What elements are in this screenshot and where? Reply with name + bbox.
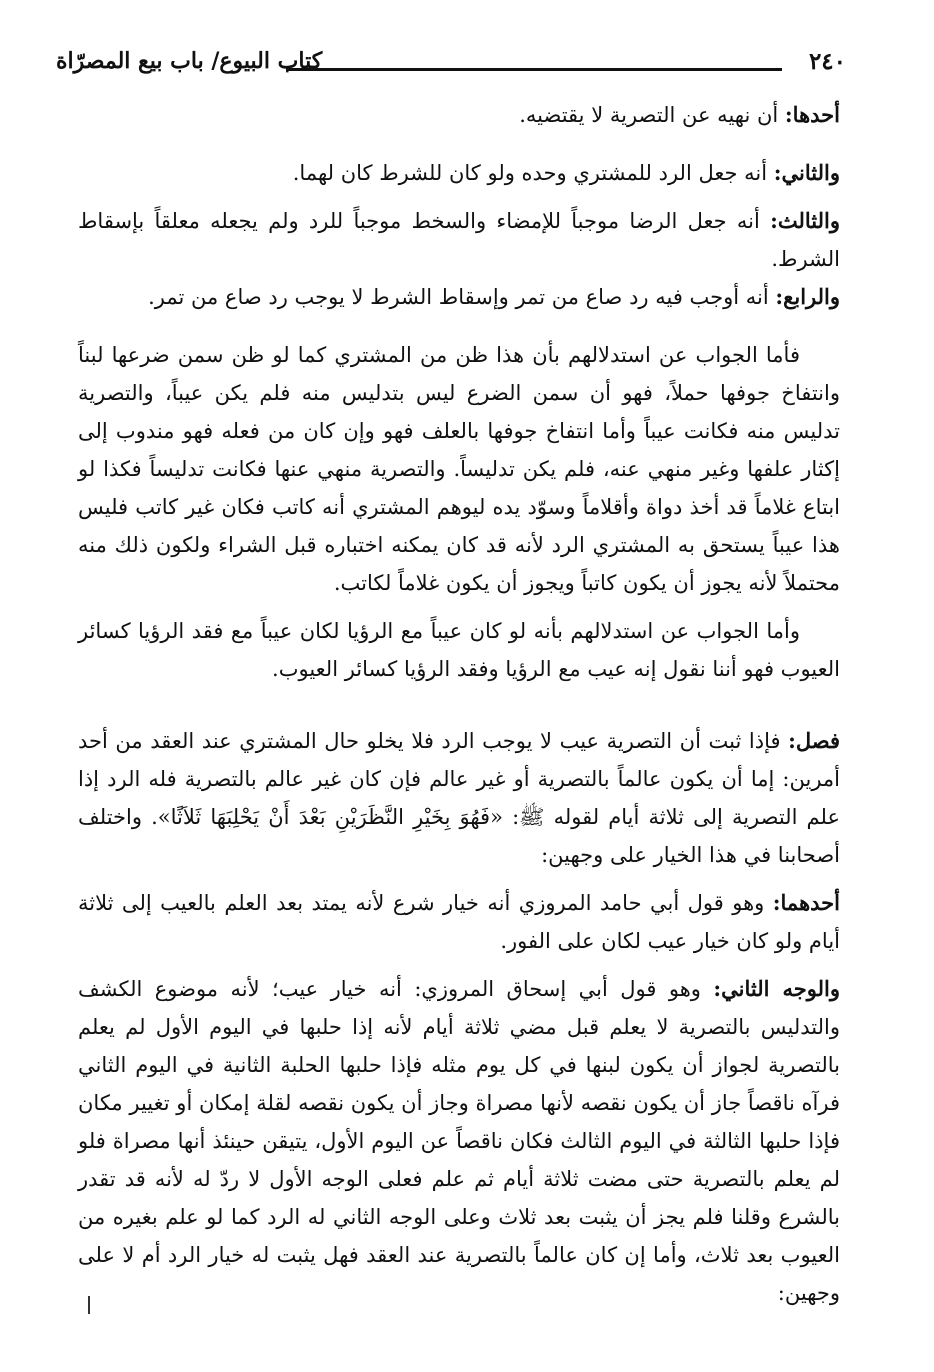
paragraph-second-view xyxy=(78,970,840,1312)
margin-mark xyxy=(88,1296,90,1314)
page-number: ٢٤٠ xyxy=(808,48,846,75)
paragraph-answer-two xyxy=(78,612,840,688)
paragraph-first xyxy=(78,96,840,134)
paragraph-text: وأما الجواب عن استدلالهم بأنه لو كان عيباً مع الرؤيا لكان عيباً مع فقد الرؤيا كسائر العيوب فهو أننا نقول إنه عيب مع الرؤيا وفقد الرؤيا كسائر العيوب. xyxy=(78,619,840,681)
paragraph-text: أنه جعل الرد للمشتري وحده ولو كان للشرط كان لهما. xyxy=(292,161,774,185)
page-header xyxy=(56,46,846,86)
header-rule xyxy=(286,68,782,71)
paragraph-text: أنه جعل الرضا موجباً للإمضاء والسخط موجباً للرد ولم يجعله معلقاً بإسقاط الشرط. xyxy=(78,209,840,271)
hadith-quote: «فَهُوَ بِخَيْرِ النَّظَرَيْنِ بَعْدَ أَنْ يَحْلِبَهَا ثَلاَثًا» xyxy=(157,805,503,829)
paragraph-lead: والثاني: xyxy=(773,160,840,185)
paragraph-lead: والثالث: xyxy=(770,208,840,233)
paragraph-tail: . واختلف أصحابنا في هذا الخيار على وجهين: xyxy=(78,805,840,867)
paragraph-second xyxy=(78,154,840,192)
paragraph-lead: والوجه الثاني: xyxy=(713,976,841,1001)
paragraph-fourth xyxy=(78,278,840,316)
paragraph-text: فأما الجواب عن استدلالهم بأن هذا ظن من المشتري كما لو ظن سمن ضرعها لبناً وانتفاخ جوفها حملاً، فهو أن سمن الضرع ليس بتدليس منه فلم يكن عيباً، والتصرية تدليس منه فكانت عيباً وأما انتفاخ جوفها بالعلف فهو وإن كان من فعله فهو مندوب إلى إكثار علفها وغير منهي عنه، فلم يكن تدليساً. والتصرية منهي عنها فكانت تدليساً فكذا لو ابتاع غلاماً قد أخذ دواة وأقلاماً وسوّد يده ليوهم المشتري أنه كاتب فكان غير كاتب فليس هذا عيباً يستحق به المشتري الرد لأنه قد كان يمكنه اختباره قبل الشراء ولكون ذلك منه محتملاً لأنه يجوز أن يكون كاتباً ويجوز أن يكون غلاماً لكاتب. xyxy=(78,343,841,595)
paragraph-lead: أحدها: xyxy=(784,102,840,127)
page-body xyxy=(78,96,840,1312)
paragraph-text: أن نهيه عن التصرية لا يقتضيه. xyxy=(519,103,785,127)
paragraph-lead: فصل: xyxy=(788,728,840,753)
paragraph-text: أنه أوجب فيه رد صاع من تمر وإسقاط الشرط لا يوجب رد صاع من تمر. xyxy=(148,285,776,309)
paragraph-fasl xyxy=(78,722,840,874)
running-title: كتاب البيوع/ باب بيع المصرّاة xyxy=(56,48,323,74)
paragraph-answer-one xyxy=(78,336,840,602)
paragraph-first-view xyxy=(78,884,840,960)
paragraph-text: فإذا ثبت أن التصرية عيب لا يوجب الرد فلا يخلو حال المشتري عند العقد من أحد أمرين: إما أن يكون عالماً بالتصرية أو غير عالم فإن كان غير عالم بالتصرية فله الرد إذا علم التصرية إلى ثلاثة أيام لقوله ﷺ: xyxy=(78,729,840,829)
paragraph-third xyxy=(78,202,840,278)
paragraph-text: وهو قول أبي إسحاق المروزي: أنه خيار عيب؛ لأنه موضوع الكشف والتدليس بالتصرية لا يعلم قبل مضي ثلاثة أيام لأنه إذا حلبها في اليوم الأول لم يعلم بالتصرية لجواز أن يكون لبنها في كل يوم مثله فإذا حلبها الحلبة الثانية في اليوم الثاني فرآه ناقصاً جاز أن يكون نقصه لأنها مصراة وجاز أن يكون نقصه لقلة إمكان أو تغيير مكان فإذا حلبها الثالثة في اليوم الثالث فكان ناقصاً عن اليوم الأول، يتيقن حينئذ أنها مصراة فلو لم يعلم بالتصرية حتى مضت ثلاثة أيام ثم علم فعلى الوجه الأول لا ردّ له لأنه قد تقدر بالشرع وقلنا فلم يجز أن يثبت بعد ثلاث وعلى الوجه الثاني له الرد كما لو علم بغيره من العيوب بعد ثلاث، وأما إن كان عالماً بالتصرية عند العقد فهل يثبت له خيار الرد أم لا على وجهين: xyxy=(78,977,840,1305)
paragraph-lead: أحدهما: xyxy=(772,890,840,915)
paragraph-text: وهو قول أبي حامد المروزي أنه خيار شرع لأنه يمتد بعد العلم بالعيب إلى ثلاثة أيام ولو كان خيار عيب لكان على الفور. xyxy=(78,891,840,953)
paragraph-lead: والرابع: xyxy=(775,284,840,309)
